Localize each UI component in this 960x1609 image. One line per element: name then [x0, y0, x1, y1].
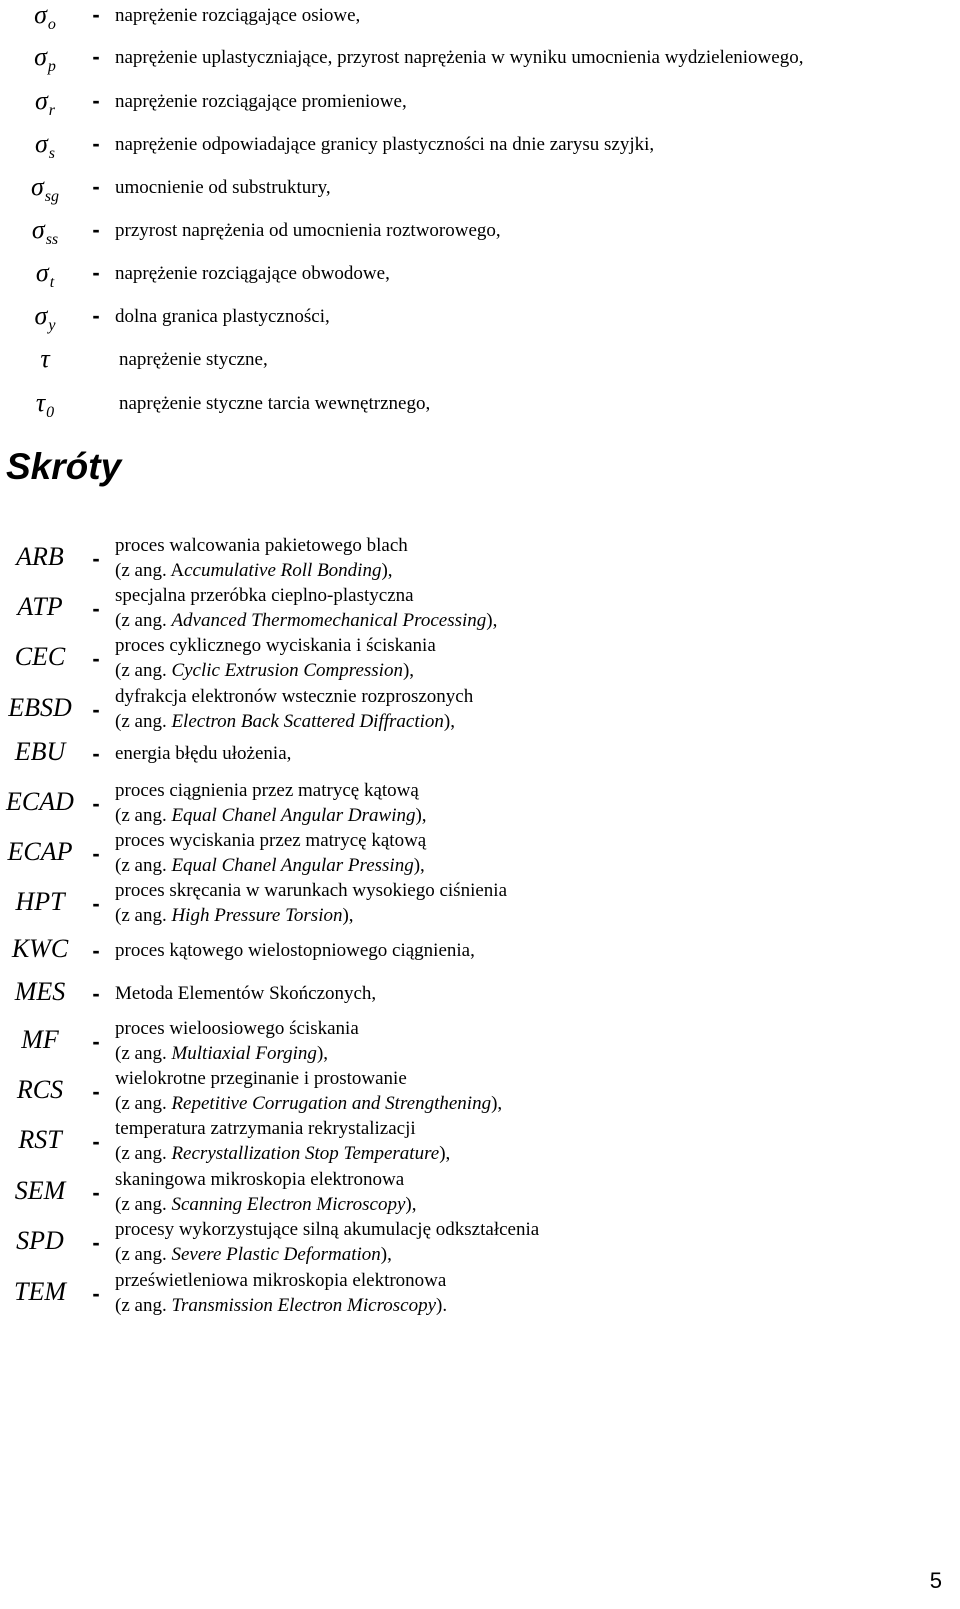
- abbreviation-description: [115, 778, 427, 828]
- term-prefix: (z ang.: [115, 1143, 172, 1164]
- abbreviation-row: [0, 684, 960, 736]
- symbol-description: umocnienie od substruktury,: [115, 177, 331, 198]
- dash: -: [92, 546, 100, 571]
- symbol-row: [0, 172, 960, 208]
- abbreviation-description: [115, 741, 291, 766]
- english-term-line: [115, 1192, 416, 1217]
- symbol-description: naprężenie odpowiadające granicy plastyczności na dnie zarysu szyjki,: [115, 134, 655, 155]
- description-line: dyfrakcja elektronów wstecznie rozproszonych: [115, 686, 474, 707]
- symbol-row: [0, 129, 960, 165]
- term-suffix: ),: [380, 1244, 392, 1265]
- symbol: $\sigma_s$: [34, 129, 56, 162]
- english-term-line: [115, 558, 408, 583]
- english-term: Equal Chanel Angular Drawing: [171, 805, 416, 826]
- symbol: $\sigma_o$: [34, 0, 56, 33]
- symbol-description: przyrost naprężenia od umocnienia roztworowego,: [115, 220, 501, 241]
- symbol-description: naprężenie rozciągające osiowe,: [115, 5, 361, 26]
- abbreviation: RST: [18, 1125, 62, 1154]
- abbreviation-row: [0, 1116, 960, 1168]
- symbol-description: naprężenie rozciągające promieniowe,: [115, 91, 407, 112]
- abbreviation: MF: [21, 1025, 59, 1054]
- symbol-description: naprężenie styczne,: [119, 349, 268, 370]
- abbreviation-description: [115, 1268, 447, 1318]
- symbol-row: [0, 86, 960, 122]
- english-term: Electron Back Scattered Diffraction: [171, 711, 444, 732]
- description-line: proces kątowego wielostopniowego ciągnienia,: [115, 940, 475, 961]
- dash: -: [92, 260, 100, 285]
- abbreviation-description: [115, 878, 507, 928]
- term-suffix: ),: [439, 1143, 451, 1164]
- symbol-subscript: ss: [45, 231, 59, 248]
- english-term: Repetitive Corrugation and Strengthening: [171, 1093, 492, 1114]
- dash: -: [92, 174, 100, 199]
- symbol-subscript: r: [48, 102, 56, 119]
- symbol-row: [0, 388, 960, 424]
- abbreviation-row: [0, 977, 960, 1011]
- abbreviation: EBU: [14, 737, 66, 766]
- abbreviation-row: [0, 583, 960, 635]
- description-line: proces ciągnienia przez matrycę kątową: [115, 780, 419, 801]
- dash: -: [92, 88, 100, 113]
- abbreviation-description: [115, 1217, 539, 1267]
- english-term: Recrystallization Stop Temperature: [171, 1143, 440, 1164]
- description-line: specjalna przeróbka cieplno-plastyczna: [115, 585, 414, 606]
- english-term: ccumulative Roll Bonding: [184, 560, 382, 581]
- term-prefix: (z ang.: [115, 1244, 172, 1265]
- abbreviation-description: [115, 1066, 502, 1116]
- term-prefix: (z ang.: [115, 805, 172, 826]
- dash: -: [92, 981, 100, 1006]
- description-line: energia błędu ułożenia,: [115, 743, 292, 764]
- dash: -: [92, 697, 100, 722]
- term-suffix: ),: [405, 1194, 417, 1215]
- symbol-subscript: y: [48, 317, 56, 334]
- abbreviation: HPT: [15, 887, 65, 916]
- abbreviation-row: [0, 828, 960, 880]
- dash: -: [92, 938, 100, 963]
- abbreviation-description: [115, 533, 408, 583]
- description-line: procesy wykorzystujące silną akumulację odkształcenia: [115, 1219, 540, 1240]
- symbol-row: [0, 42, 960, 78]
- section-heading: Skróty: [6, 446, 122, 487]
- abbreviation-description: [115, 633, 436, 683]
- term-suffix: ).: [436, 1295, 448, 1316]
- symbol-description: dolna granica plastyczności,: [115, 306, 330, 327]
- term-prefix: (z ang.: [115, 1194, 172, 1215]
- dash: -: [92, 2, 100, 27]
- description-line: temperatura zatrzymania rekrystalizacji: [115, 1118, 416, 1139]
- symbol-subscript: sg: [44, 188, 60, 205]
- term-prefix: (z ang.: [115, 1295, 172, 1316]
- symbol: $\sigma_{ss}$: [31, 215, 59, 248]
- abbreviation-description: [115, 1167, 416, 1217]
- symbol: $\sigma_p$: [34, 42, 56, 75]
- symbol-description: naprężenie rozciągające obwodowe,: [115, 263, 390, 284]
- abbreviation: KWC: [11, 934, 69, 963]
- description-line: skaningowa mikroskopia elektronowa: [115, 1169, 405, 1190]
- term-prefix: (z ang. A: [115, 560, 185, 581]
- term-prefix: (z ang.: [115, 660, 172, 681]
- english-term-line: [115, 658, 436, 683]
- description-line: proces wieloosiowego ściskania: [115, 1018, 359, 1039]
- abbreviation-description: [115, 684, 473, 734]
- abbreviation: ATP: [17, 592, 63, 621]
- english-term-line: [115, 1293, 447, 1318]
- symbol-row: [0, 344, 960, 380]
- description-line: wielokrotne przeginanie i prostowanie: [115, 1068, 407, 1089]
- english-term: Transmission Electron Microscopy: [171, 1295, 437, 1316]
- term-prefix: (z ang.: [115, 855, 172, 876]
- symbol-row: [0, 0, 960, 36]
- abbreviation-description: [115, 981, 376, 1006]
- dash: -: [92, 1129, 100, 1154]
- english-term: Multiaxial Forging: [171, 1043, 317, 1064]
- english-term-line: [115, 1091, 502, 1116]
- abbreviation: CEC: [14, 642, 66, 671]
- term-suffix: ),: [415, 805, 427, 826]
- english-term-line: [115, 853, 426, 878]
- symbol: $\sigma_{sg}$: [30, 172, 60, 205]
- dash: -: [92, 741, 100, 766]
- symbol: τ: [40, 344, 50, 373]
- term-suffix: ),: [413, 855, 425, 876]
- symbol: $\sigma_t$: [35, 258, 55, 291]
- english-term: Severe Plastic Deformation: [171, 1244, 381, 1265]
- english-term-line: [115, 1041, 359, 1066]
- description-line: proces wyciskania przez matrycę kątową: [115, 830, 427, 851]
- abbreviation-description: [115, 938, 475, 963]
- english-term-line: [115, 709, 473, 734]
- symbol-row: [0, 301, 960, 337]
- dash: -: [92, 646, 100, 671]
- term-suffix: ),: [443, 711, 455, 732]
- abbreviation-row: [0, 1066, 960, 1118]
- abbreviation-row: [0, 1016, 960, 1068]
- dash: -: [92, 1079, 100, 1104]
- term-suffix: ),: [381, 560, 393, 581]
- description-line: proces walcowania pakietowego blach: [115, 535, 408, 556]
- abbreviation: RCS: [16, 1075, 64, 1104]
- abbreviation-description: [115, 583, 497, 633]
- dash: -: [92, 1180, 100, 1205]
- english-term-line: [115, 903, 507, 928]
- symbol: $\sigma_r$: [34, 86, 56, 119]
- dash: -: [92, 44, 100, 69]
- abbreviation-row: [0, 1167, 960, 1219]
- english-term-line: [115, 803, 427, 828]
- dash: -: [92, 1230, 100, 1255]
- term-suffix: ),: [316, 1043, 329, 1064]
- dash: -: [92, 891, 100, 916]
- term-prefix: (z ang.: [115, 1093, 172, 1114]
- dash: -: [92, 217, 100, 242]
- dash: -: [92, 791, 100, 816]
- abbreviation: SPD: [16, 1226, 64, 1255]
- symbol-subscript: s: [48, 145, 56, 162]
- description-line: proces skręcania w warunkach wysokiego ciśnienia: [115, 880, 507, 901]
- symbol-subscript: t: [49, 274, 55, 291]
- abbreviation-row: [0, 778, 960, 830]
- dash: -: [92, 131, 100, 156]
- english-term-line: [115, 608, 497, 633]
- english-term: High Pressure Torsion: [171, 905, 343, 926]
- abbreviation-row: [0, 633, 960, 685]
- dash: -: [92, 841, 100, 866]
- term-suffix: ),: [491, 1093, 503, 1114]
- abbreviation-description: [115, 1116, 450, 1166]
- abbreviation-row: [0, 1268, 960, 1320]
- abbreviation-description: [115, 1016, 359, 1066]
- english-term: Scanning Electron Microscopy: [171, 1194, 406, 1215]
- symbol-row: [0, 215, 960, 251]
- term-suffix: ),: [342, 905, 354, 926]
- dash: -: [92, 596, 100, 621]
- symbol-description: naprężenie uplastyczniające, przyrost naprężenia w wyniku umocnienia wydzieleniowego,: [115, 47, 804, 68]
- abbreviation-description: [115, 828, 426, 878]
- symbol-row: [0, 258, 960, 294]
- abbreviation: TEM: [14, 1277, 66, 1306]
- symbol: $\sigma_y$: [34, 301, 56, 334]
- term-suffix: ),: [486, 610, 498, 631]
- description-line: prześwietleniowa mikroskopia elektronowa: [115, 1270, 447, 1291]
- term-prefix: (z ang.: [115, 711, 172, 732]
- abbreviation-row: [0, 737, 960, 771]
- english-term: Equal Chanel Angular Pressing: [171, 855, 414, 876]
- symbol-subscript: o: [47, 16, 56, 33]
- dash: -: [92, 1281, 100, 1306]
- english-term: Advanced Thermomechanical Processing: [171, 610, 487, 631]
- symbol-subscript: p: [47, 58, 56, 75]
- symbol-description: naprężenie styczne tarcia wewnętrznego,: [119, 393, 431, 414]
- term-prefix: (z ang.: [115, 1043, 172, 1064]
- abbreviation: ECAD: [6, 787, 74, 816]
- abbreviation: EBSD: [8, 693, 72, 722]
- abbreviation: ARB: [16, 542, 64, 571]
- dash: -: [92, 1029, 100, 1054]
- abbreviation: MES: [14, 977, 66, 1006]
- english-term-line: [115, 1141, 450, 1166]
- symbol: $\tau_0$: [35, 388, 55, 421]
- term-suffix: ),: [402, 660, 415, 681]
- abbreviation-row: [0, 533, 960, 585]
- symbol-subscript: 0: [46, 404, 55, 421]
- term-prefix: (z ang.: [115, 610, 172, 631]
- description-line: Metoda Elementów Skończonych,: [115, 983, 377, 1004]
- abbreviation: ECAP: [7, 837, 73, 866]
- english-term: Cyclic Extrusion Compression: [171, 660, 403, 681]
- dash: -: [92, 303, 100, 328]
- description-line: proces cyklicznego wyciskania i ściskania: [115, 635, 436, 656]
- abbreviation-row: [0, 1217, 960, 1269]
- abbreviation-row: [0, 934, 960, 968]
- page-number: 5: [929, 1568, 942, 1593]
- abbreviation-row: [0, 878, 960, 930]
- english-term-line: [115, 1242, 539, 1267]
- abbreviation: SEM: [14, 1176, 66, 1205]
- term-prefix: (z ang.: [115, 905, 172, 926]
